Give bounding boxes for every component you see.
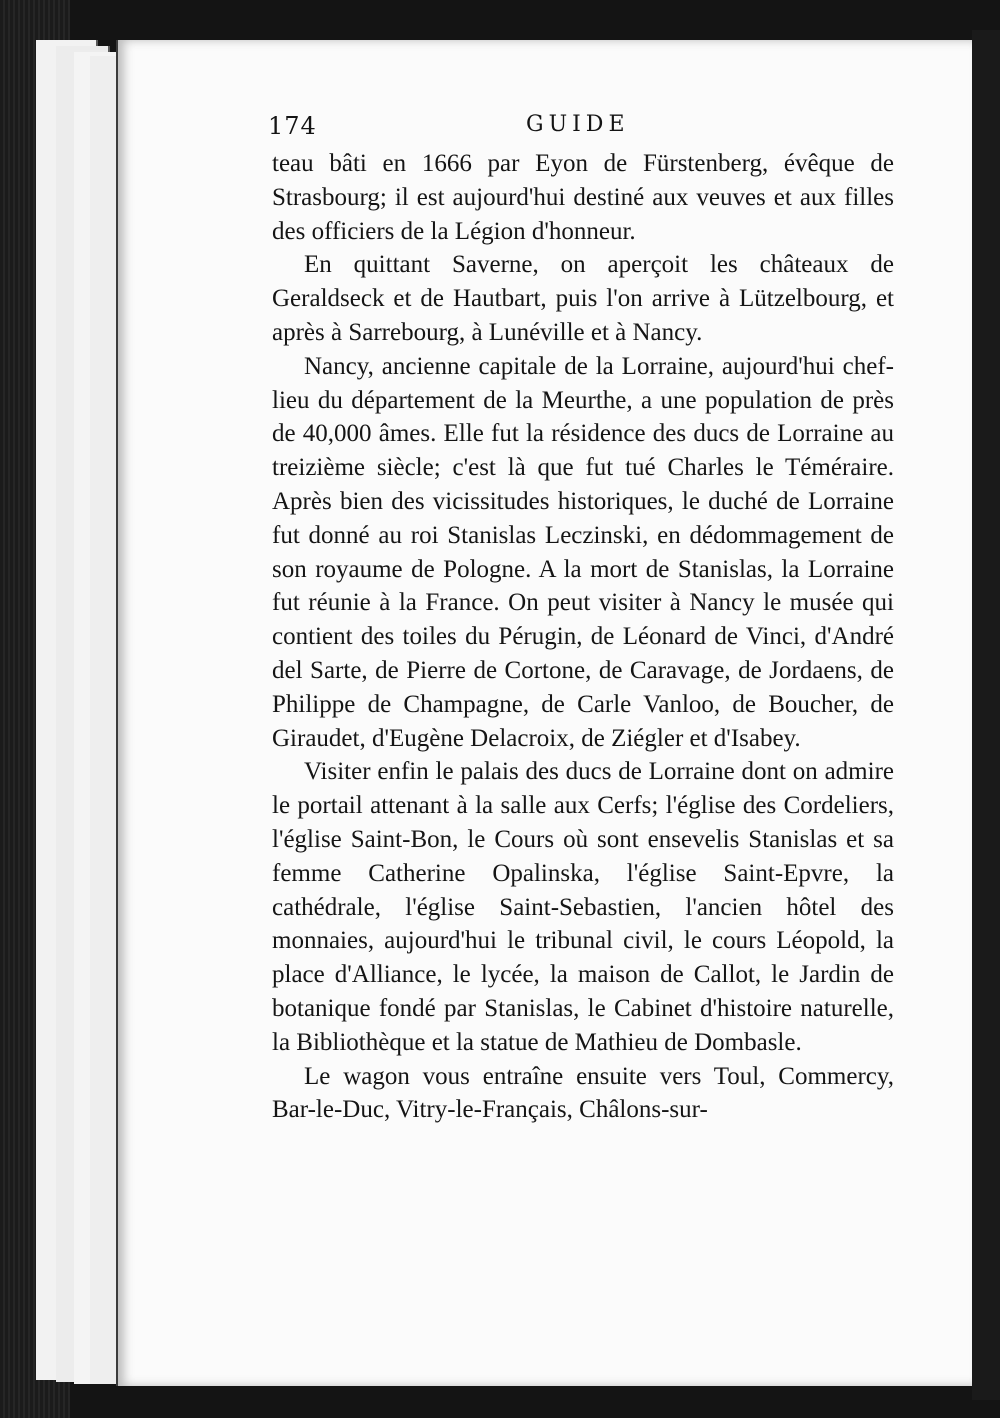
paragraph-nancy: Nancy, ancienne capitale de la Lorraine, aujourd'hui chef-lieu du département de la Meurthe, a une population de près de 40,000 âmes. Elle fut la résidence des ducs de Lorraine au treizième siècle; c'est là que fut tué Charles le Téméraire. Après bien des vicissitudes historiques, le duché de Lorraine fut donné au roi Stanislas Leczinski, en dédommagement de son royaume de Pologne. A la mort de Stanislas, la Lorraine fut réunie à la France. On peut visiter à Nancy le musée qui contient des toiles du Pérugin, de Léonard de Vinci, d'André del Sarte, de Pierre de Cortone, de Caravage, de Jordaens, de Philippe de Champagne, de Carle Vanloo, de Boucher, de Giraudet, d'Eugène Delacroix, de Ziégler et d'Isabey. bbox=[272, 352, 894, 752]
page-header bbox=[268, 112, 894, 146]
paragraph-visiter: Visiter enfin le palais des ducs de Lorraine dont on admire le portail attenant à la salle aux Cerfs; l'église des Cordeliers, l'église Saint-Bon, le Cours où sont ensevelis Stanislas et sa femme Catherine Opalinska, l'église Saint-Epvre, la cathédrale, l'église Saint-Sebastien, l'ancien hôtel des monnaies, aujourd'hui le tribunal civil, le cours Léopold, la place d'Alliance, le lycée, la maison de Callot, le Jardin de botanique fondé par Stanislas, le Cabinet d'histoire naturelle, la Bibliothèque et la statue de Mathieu de Dombasle. bbox=[272, 758, 894, 1056]
book-spine bbox=[972, 30, 1000, 1400]
running-head: GUIDE bbox=[526, 112, 630, 137]
paragraph-continuation: teau bâti en 1666 par Eyon de Fürstenberg, évêque de Strasbourg; il est aujourd'hui destiné aux veuves et aux filles des officiers de la Légion d'honneur. bbox=[272, 150, 894, 245]
paragraph-saverne: En quittant Saverne, on aperçoit les châteaux de Geraldseck et de Hautbart, puis l'on arrive à Lützelbourg, et après à Sarrebourg, à Lunéville et à Nancy. bbox=[272, 251, 894, 346]
page-number: 174 bbox=[268, 112, 317, 140]
body-text bbox=[272, 147, 894, 1127]
paragraph-wagon: Le wagon vous entraîne ensuite vers Toul, Commercy, Bar-le-Duc, Vitry-le-Français, Châlons-sur- bbox=[272, 1062, 894, 1124]
